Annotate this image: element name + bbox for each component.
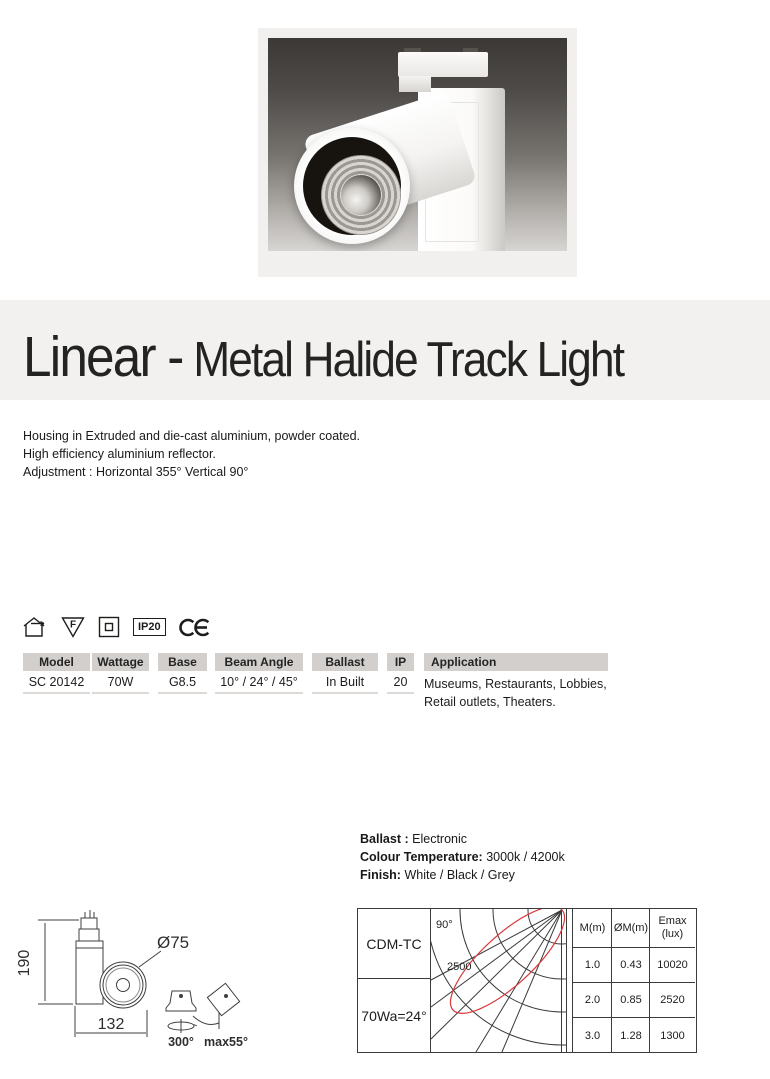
diameter-label: Ø75: [157, 933, 190, 952]
description-line: Adjustment : Horizontal 355° Vertical 90°: [23, 465, 249, 479]
spec-column-ip: [387, 653, 414, 694]
finish-detail: [360, 866, 565, 884]
photometry-cell: 10020: [650, 948, 695, 983]
spec-column-ballast: [312, 653, 378, 694]
emax-header-line: Emax: [658, 915, 687, 927]
photometry-header: ØM(m): [612, 909, 650, 948]
photometry-cell: 0.43: [612, 948, 650, 983]
photometric-data-box: [357, 908, 697, 1053]
photometry-cell: 2.0: [573, 983, 612, 1018]
product-photo: [258, 28, 577, 277]
ballast-detail: [360, 830, 565, 848]
tilt-range-label: max55°: [204, 1035, 248, 1049]
photometry-cell: 1300: [660, 1029, 685, 1042]
finish-label: Finish:: [360, 868, 401, 882]
rotation-range-label: 300°: [168, 1035, 194, 1049]
photometry-column-diameter: [611, 909, 650, 1052]
product-type-name: Metal Halide Track Light: [193, 333, 624, 387]
f-mark-icon: [61, 616, 85, 638]
photometry-header: M(m): [573, 909, 612, 948]
spec-value: 10° / 24° / 45°: [215, 671, 303, 694]
photometry-cell: 1.0: [573, 948, 612, 983]
spec-header: Beam Angle: [215, 653, 303, 671]
diagram-intensity-label: 2500: [447, 961, 472, 973]
ballast-label: Ballast :: [360, 832, 409, 846]
details-block: [360, 830, 565, 884]
ballast-value: Electronic: [412, 832, 468, 846]
fixture-dot: [179, 994, 183, 998]
application-line: Retail outlets, Theaters.: [424, 695, 556, 709]
spec-header: Base: [158, 653, 207, 671]
indoor-use-icon: [21, 615, 48, 639]
lamp-head-front: [294, 128, 410, 244]
diagram-angle-label: 90°: [436, 919, 453, 931]
description-line: High efficiency aluminium reflector.: [23, 447, 216, 461]
ip-rating-icon: IP20: [133, 618, 166, 636]
description-line: Housing in Extruded and die-cast aluminium, powder coated.: [23, 429, 360, 443]
spec-value: [424, 671, 608, 711]
lens-bezel: [303, 137, 401, 235]
spec-value: In Built: [312, 671, 378, 694]
spec-column-beam-angle: [215, 653, 303, 694]
photometry-column-emax: [649, 909, 695, 1052]
colour-temperature-value: 3000k / 4200k: [486, 850, 565, 864]
width-dimension-label: 132: [97, 1016, 125, 1033]
colour-temperature-detail: [360, 848, 565, 866]
polar-intensity-diagram: [431, 909, 567, 1052]
photometry-header: [650, 909, 695, 948]
spec-value: SC 20142: [23, 671, 90, 694]
track-adapter-stem: [399, 76, 431, 92]
emax-header-line: (lux): [661, 928, 684, 940]
finish-value: White / Black / Grey: [404, 868, 515, 882]
spec-header: IP: [387, 653, 414, 671]
spec-column-application: [424, 653, 608, 711]
product-series-name: Linear -: [23, 325, 183, 389]
spec-column-wattage: [92, 653, 149, 694]
beam-spec-cell: 70Wa=24°: [358, 979, 431, 1052]
certification-icons: [21, 613, 213, 641]
spec-value: G8.5: [158, 671, 207, 694]
f-mark-label: F: [69, 619, 77, 631]
title-band: [0, 300, 770, 400]
photometry-cell: 3.0: [584, 1029, 601, 1042]
page-title: [23, 324, 623, 390]
colour-temperature-label: Colour Temperature:: [360, 850, 483, 864]
track-adapter: [398, 52, 488, 77]
spec-column-base: [158, 653, 207, 694]
lamp-type-cell: CDM-TC: [358, 909, 431, 979]
product-description: [23, 427, 360, 481]
spec-header: Model: [23, 653, 90, 671]
spec-value: 20: [387, 671, 414, 694]
ce-mark-icon: [179, 617, 213, 638]
spec-header: Ballast: [312, 653, 378, 671]
photometry-cell: 1.28: [620, 1029, 642, 1042]
application-line: Museums, Restaurants, Lobbies,: [424, 677, 607, 691]
spec-column-model: [23, 653, 90, 694]
dimension-drawing: [15, 885, 265, 1060]
height-dimension-label: 190: [16, 949, 33, 977]
photometry-cell: 2520: [650, 983, 695, 1018]
photometry-column-distance: [572, 909, 612, 1052]
fixture-dot: [224, 994, 228, 998]
lens-center: [341, 175, 381, 215]
photometry-cell: 0.85: [612, 983, 650, 1018]
class-2-insulation-icon: [98, 616, 120, 638]
spec-header: Wattage: [92, 653, 149, 671]
lens-reflector: [321, 155, 401, 235]
spec-value: 70W: [92, 671, 149, 694]
product-photo-image: [268, 38, 567, 251]
spec-header: Application: [424, 653, 608, 671]
